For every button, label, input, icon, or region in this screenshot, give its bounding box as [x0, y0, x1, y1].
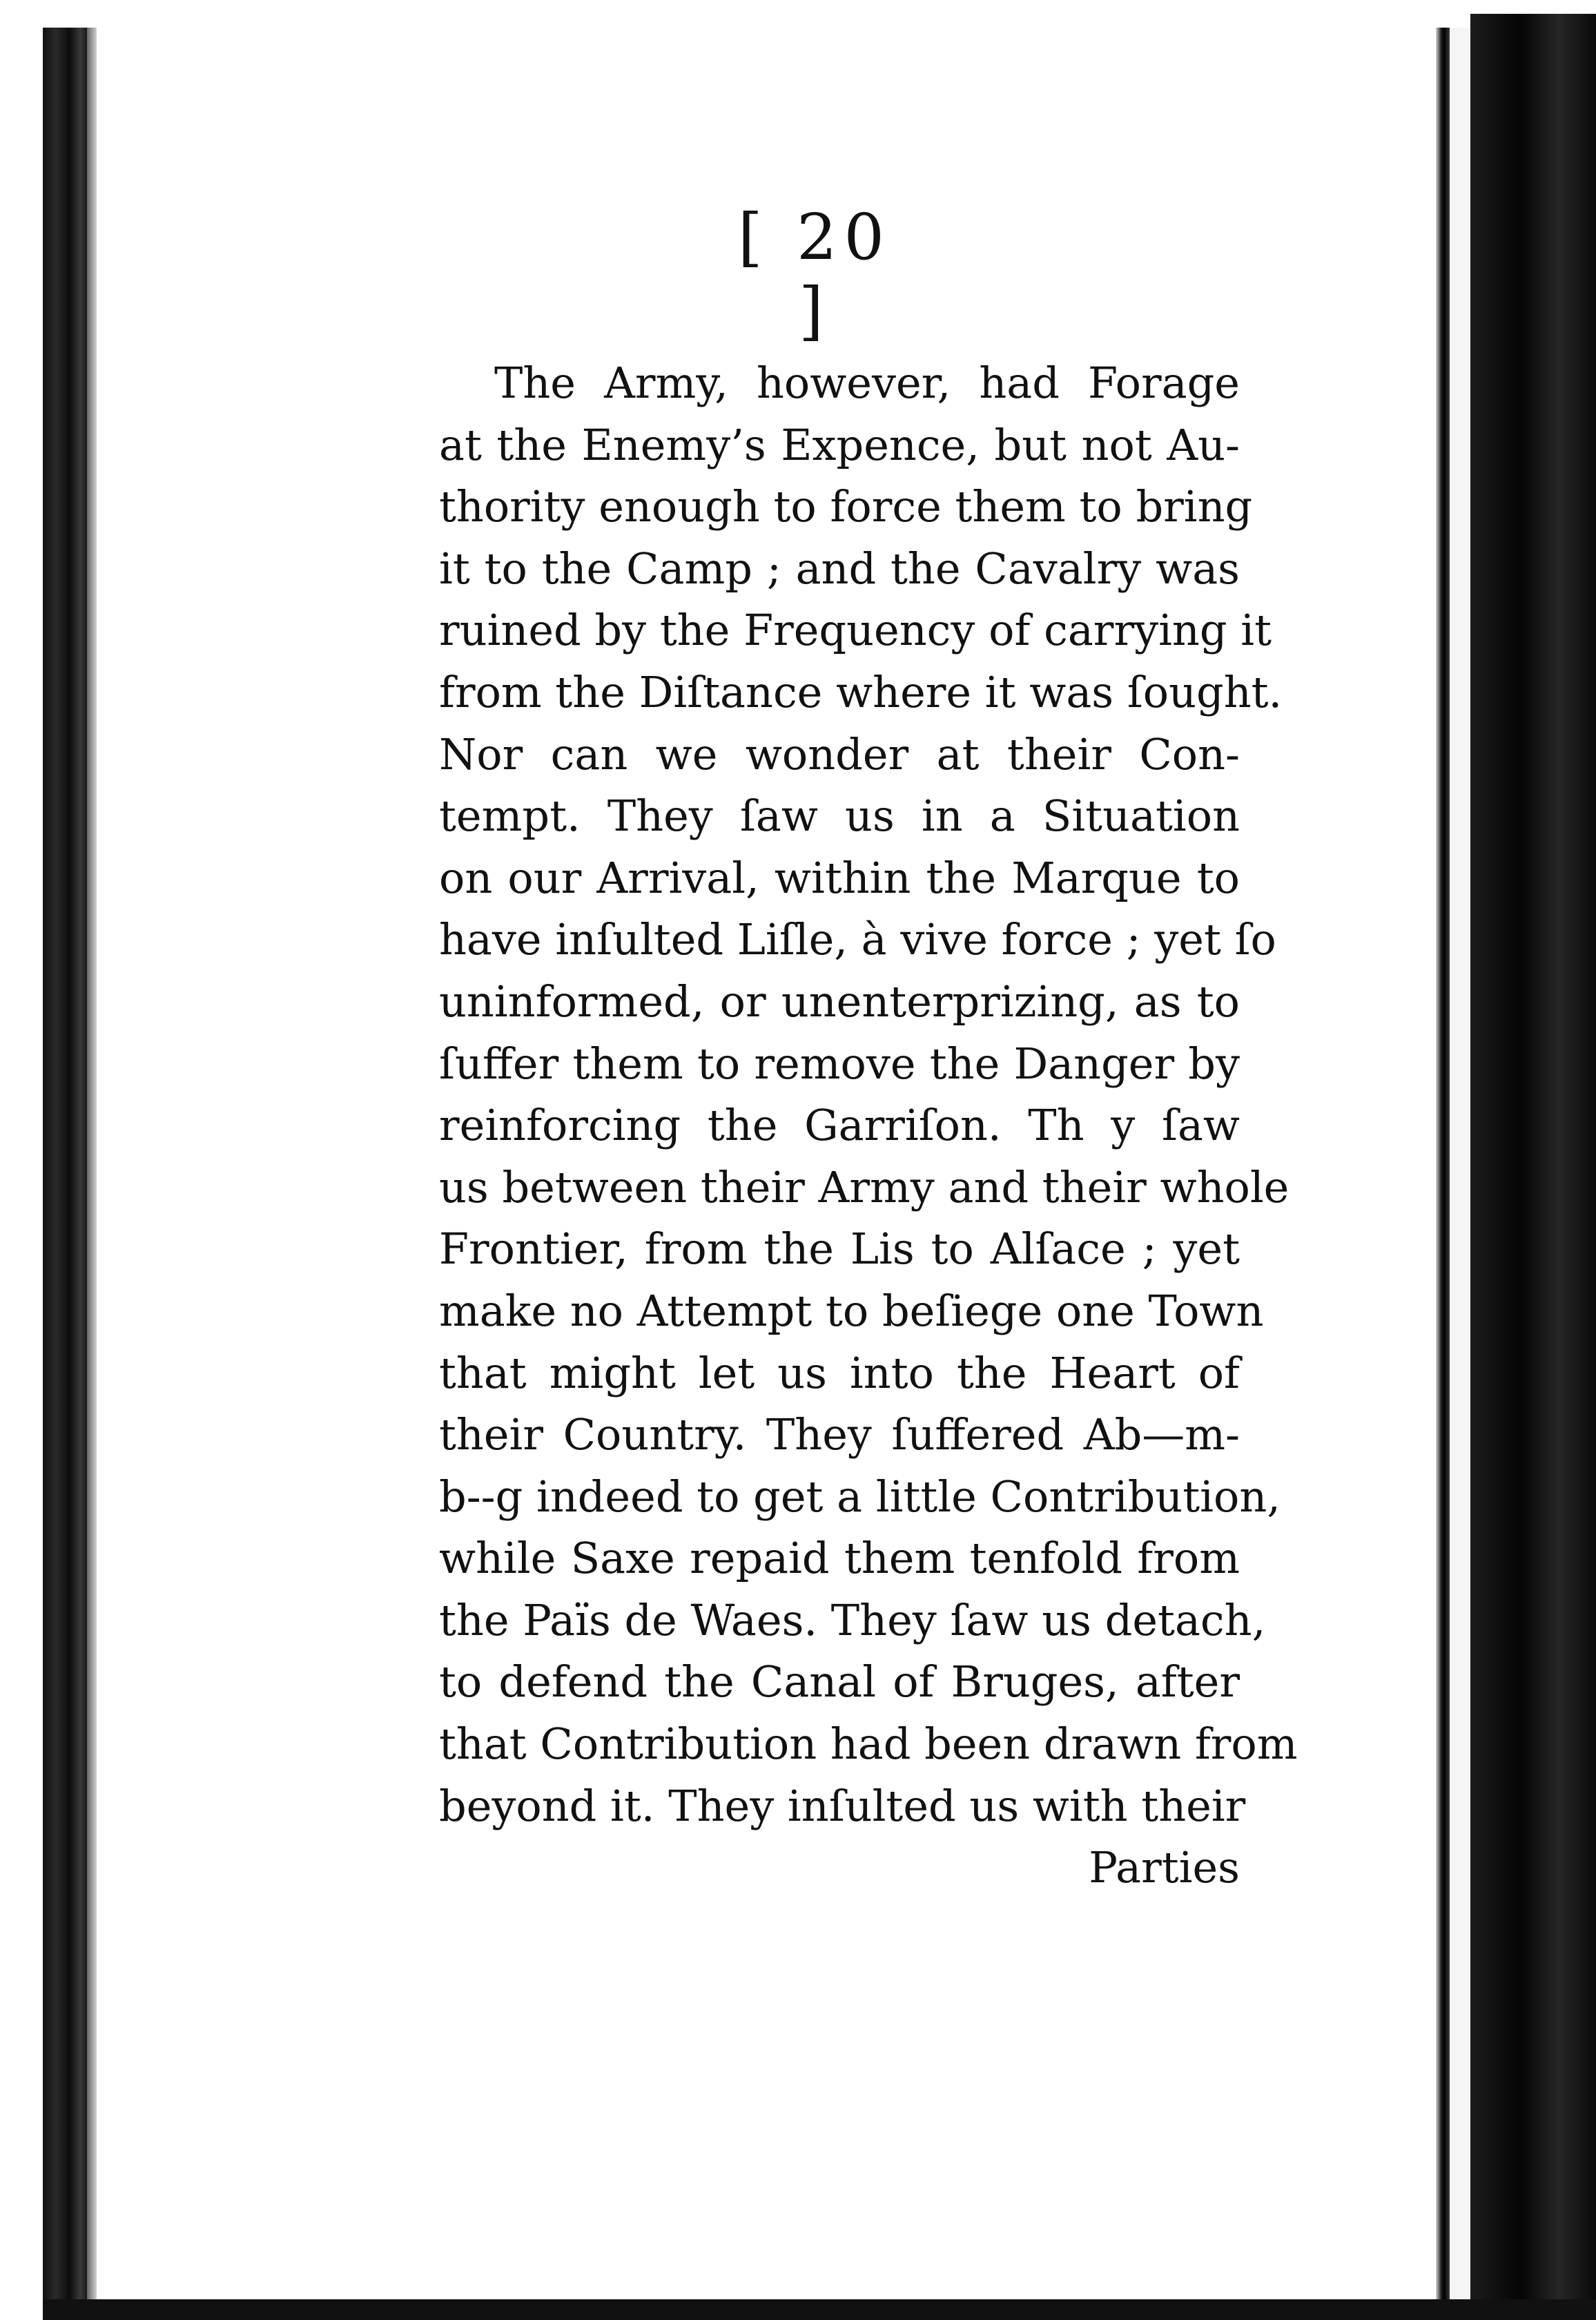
text-line: ſuffer them to remove the Danger by	[439, 1038, 1240, 1089]
text-line: their Country. They ſuffered Ab—m-	[439, 1409, 1240, 1460]
text-line: that might let us into the Heart of	[439, 1347, 1240, 1398]
text-line: to defend the Canal of Bruges, after	[439, 1656, 1240, 1708]
text-line: uninformed, or unenterprizing, as to	[439, 976, 1240, 1027]
text-line: the Païs de Waes. They ſaw us detach,	[439, 1594, 1266, 1645]
page-number: [ 20 ]	[737, 200, 892, 348]
text-line: while Saxe repaid them tenfold from	[439, 1533, 1240, 1584]
scan-bottom-edge	[43, 2299, 1596, 2320]
text-line: Frontier, from the Lis to Alſace ; yet	[439, 1224, 1240, 1275]
text-line: The Army, however, had Forage	[494, 358, 1240, 408]
text-line: tempt. They ſaw us in a Situation	[439, 791, 1240, 842]
text-line: make no Attempt to beſiege one Town	[439, 1285, 1264, 1336]
text-line: thority enough to force them to bring	[439, 481, 1253, 532]
text-line: it to the Camp ; and the Cavalry was	[439, 543, 1240, 594]
page-stack-left	[43, 28, 87, 2299]
text-line: from the Diſtance where it was ſought.	[439, 666, 1283, 717]
body-text	[439, 352, 1298, 1899]
text-line: on our Arrival, within the Marque to	[439, 852, 1240, 903]
text-line: have inſulted Liſle, à vive force ; yet ſo	[439, 914, 1276, 965]
scan-margin	[0, 0, 28, 2320]
text-line: ruined by the Frequency of carrying it	[439, 605, 1272, 656]
book-gutter	[1436, 28, 1450, 2299]
text-line: beyond it. They inſulted us with their	[439, 1780, 1246, 1831]
facing-page-edge	[1450, 28, 1470, 2299]
text-line: at the Enemy’s Expence, but not Au-	[439, 419, 1240, 470]
text-line: reinforcing the Garriſon. Th y ſaw	[439, 1100, 1240, 1151]
text-line: b--g indeed to get a little Contribution,	[439, 1471, 1281, 1522]
text-line: Nor can we wonder at their Con-	[439, 728, 1240, 780]
page-stack-right	[1470, 14, 1596, 2320]
text-line: that Contribution had been drawn from	[439, 1719, 1298, 1770]
catchword: Parties	[1089, 1842, 1240, 1893]
text-line: us between their Army and their whole	[439, 1161, 1290, 1212]
